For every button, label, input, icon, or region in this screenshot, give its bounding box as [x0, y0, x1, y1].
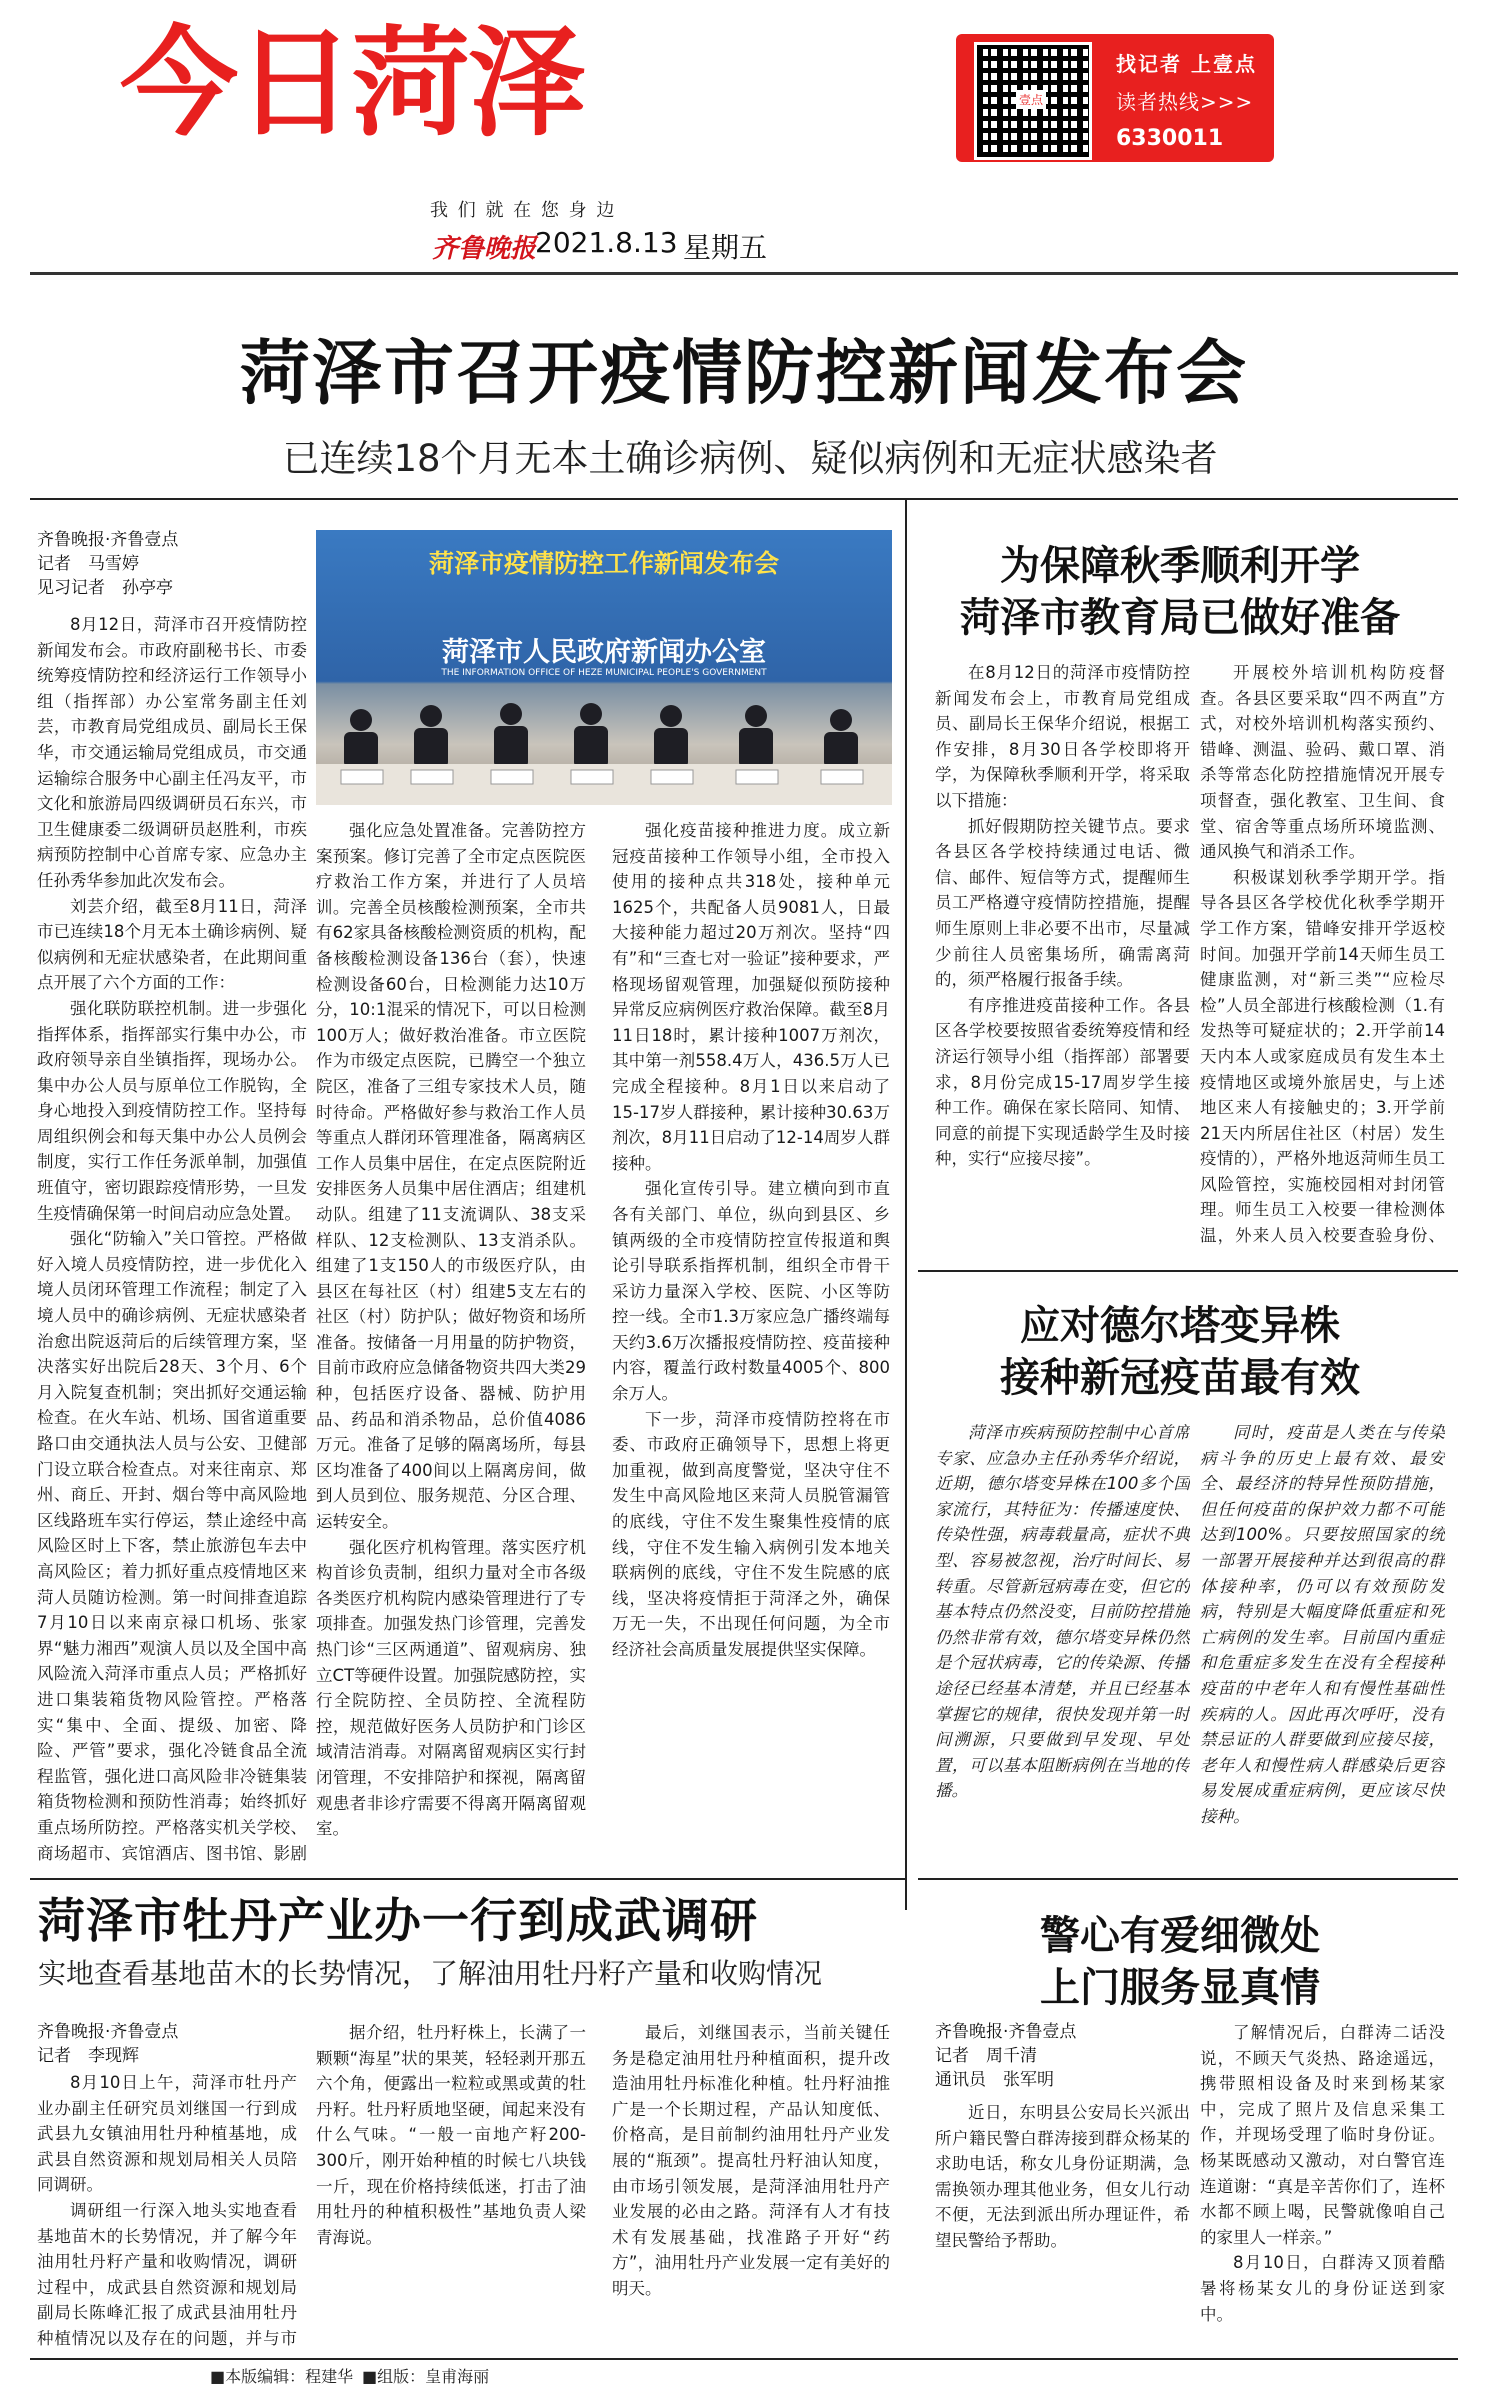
delta-divider: [918, 1878, 1458, 1880]
lead-para-4a: 强化“防输入”关口管控。严格做好入境人员疫情防控，进一步优化入境人员闭环管理工作流程；制定了入境人员中的确诊病例、无症状感染者治愈出院返菏后的后续管理方案，坚决落实好出院后28天、3个月、6个月入院复查机制；突出抓好交通运输检查。在火车站、机场、国省道重要路口由交通执法人员与公安、卫健部门设立联合检查点。对来往南京、郑州、商丘、开封、烟台等中高风险地区线路班车实行停运，禁止途经中高风险区时上下客，禁止旅游包车去中高风险区；着力抓好重点疫情地区来菏人员随访检测。第一时间排查追踪7月10日以来南京禄口机场、张家界“魅力湘西”观演人员以及全国中高风险流入菏泽市重点人员；严格抓好进口集装箱货物风险管控。严格落实“集中、全面、提级、加密、降险、严管”要求，强化冷链食品全流程监管，强化进口高风险非冷链集装箱货物检测和预防性消毒；始终抓好重点场所防控。严格落实机关学校、商场超市、宾馆酒店、图书馆、影剧: [37, 1229, 307, 1862]
peony-source: 齐鲁晚报·齐鲁壹点: [37, 2022, 179, 2042]
delta-headline-line2: 接种新冠疫苗最有效: [1000, 1355, 1360, 1401]
peony-column-1: [37, 2070, 297, 2350]
find-reporter: 找记者 上壹点: [1116, 52, 1257, 76]
police-byline: [935, 2020, 1190, 2092]
edu-column-2: [1200, 660, 1445, 1250]
peony-para-4: 最后，刘继国表示，当前关键任务是稳定油用牡丹种植面积，提升改造油用牡丹标准化种植。牡丹籽油推广是一个长期过程，产品认知度低、价格高，是目前制约油用牡丹产业发展的“瓶颈”。提高牡丹籽油认知度，由市场引领发展，是菏泽油用牡丹产业发展的必由之路。菏泽有人才有技术有发展基础，找准路子开好“药方”，油用牡丹产业发展一定有美好的明天。: [612, 2023, 890, 2298]
delta-column-2: [1200, 1420, 1445, 1860]
edu-para-4: 开展校外培训机构防疫督查。各县区要采取“四不两直”方式，对校外培训机构落实预约、错峰、测温、验码、戴口罩、消杀等常态化防控措施情况开展专项督查，强化教室、卫生间、食堂、宿舍等重点场所环境监测、通风换气和消杀工作。: [1200, 663, 1445, 862]
edu-headline-line2: 菏泽市教育局已做好准备: [960, 595, 1400, 641]
masthead-date: 2021.8.13: [535, 226, 678, 259]
footer-divider: [30, 2358, 1458, 2360]
delta-headline-line1: 应对德尔塔变异株: [1020, 1303, 1340, 1349]
peony-column-3: [612, 2020, 890, 2350]
police-headline-line2: 上门服务显真情: [1040, 1965, 1320, 2011]
peony-byline: [37, 2020, 297, 2068]
lead-column-1: [37, 612, 307, 1862]
vertical-divider: [905, 500, 907, 1910]
photo-office-cn: 菏泽市人民政府新闻办公室: [442, 637, 766, 668]
lead-subtitle: 已连续18个月无本土确诊病例、疑似病例和无症状感染者: [282, 437, 1218, 480]
police-column-2: [1200, 2020, 1445, 2350]
edu-headline-line1: 为保障秋季顺利开学: [1000, 543, 1360, 589]
masthead-divider: [30, 272, 1458, 275]
reader-hotline-box: [956, 34, 1274, 162]
photo-banner: 菏泽市疫情防控工作新闻发布会: [428, 549, 779, 578]
lead-para-1: 8月12日，菏泽市召开疫情防控新闻发布会。市政府副秘书长、市委统筹疫情防控和经济运行工作领导小组（指挥部）办公室常务副主任刘芸，市教育局党组成员、副局长王保华，市交通运输局党组成员，市交通运输综合服务中心副主任冯友平，市文化和旅游局四级调研员石东兴，市卫生健康委二级调研员赵胜利，市疾病预防控制中心首席专家、应急办主任孙秀华参加此次发布会。: [37, 615, 307, 890]
delta-headline: [920, 1300, 1440, 1404]
delta-para-1: 菏泽市疾病预防控制中心首席专家、应急办主任孙秀华介绍说，近期，德尔塔变异株在100多个国家流行，其特征为：传播速度快、传染性强，病毒载量高，症状不典型、容易被忽视，治疗时间长、易转重。尽管新冠病毒在变，但它的基本特点仍然没变，目前防控措施仍然非常有效，德尔塔变异株仍然是个冠状病毒，它的传染源、传播途径已经基本清楚，并且已经基本掌握它的规律，很快发现并第一时间溯源，只要做到早发现、早处置，可以基本阻断病例在当地的传播。: [935, 1423, 1190, 1801]
police-correspondent: 通讯员 张军明: [935, 2070, 1054, 2090]
edu-para-2: 抓好假期防控关键节点。要求各县区各学校持续通过电话、微信、邮件、短信等方式，提醒师生员工严格遵守疫情防控措施，提醒师生原则上非必要不出市，尽量减少前往人员密集场所，确需离菏的，须严格履行报备手续。: [935, 816, 1190, 990]
lead-para-9: 下一步，菏泽市疫情防控将在市委、市政府正确领导下，思想上将更加重视，做到高度警觉，坚决守住不发生中高风险地区来菏人员脱管漏管的底线，守住不发生聚集性疫情的底线，守住不发生输入病例引发本地关联病例的底线，守住不发生院感的底线，坚决将疫情拒于菏泽之外，确保万无一失，不出现任何问题，为全市经济社会高质量发展提供坚实保障。: [612, 1409, 890, 1659]
photo-office-en: THE INFORMATION OFFICE OF HEZE MUNICIPAL PEOPLE'S GOVERNMENT: [441, 668, 767, 678]
lead-para-8: 强化宣传引导。建立横向到市直各有关部门、单位，纵向到县区、乡镇两级的全市疫情防控宣传报道和舆论引导联系指挥机制，组织全市骨干采访力量深入学校、医院、小区等防控一线。全市1.3万家应急广播终端每天约3.6万次播报疫情防控、疫苗接种内容，覆盖行政村数量4005个、800余万人。: [612, 1179, 890, 1404]
peony-headline: 菏泽市牡丹产业办一行到成武调研: [38, 1894, 758, 1949]
edu-para-3: 有序推进疫苗接种工作。各县区各学校要按照省委统筹疫情和经济运行领导小组（指挥部）部署要求，8月份完成15-17周岁学生接种工作。确保在家长陪同、知情、同意的前提下实现适龄学生及时接种，实行“应接尽接”。: [935, 995, 1190, 1169]
police-para-2: 了解情况后，白群涛二话没说，不顾天气炎热、路途遥远，携带照相设备及时来到杨某家中，完成了照片及信息采集工作，并现场受理了临时身份证。杨某既感动又激动，对白警官连连道谢：“真是辛苦你们了，连杯水都不顾上喝，民警就像咱自己的家里人一样亲。”: [1200, 2023, 1445, 2247]
lead-para-7: 强化疫苗接种推进力度。成立新冠疫苗接种工作领导小组，全市投入使用的接种点共318处，接种单元1625个，共配备人员9081人，日最大接种能力超过20万剂次。坚持“四有”和“三查七对一验证”接种要求，严格现场留观管理，加强疑似预防接种异常反应病例医疗救治保障。截至8月11日18时，累计接种1007万剂次，其中第一剂558.4万人，436.5万人已完成全程接种。8月1日以来启动了15-17岁人群接种，累计接种30.63万剂次，8月11日启动了12-14周岁人群接种。: [612, 821, 890, 1173]
lead-para-6: 强化医疗机构管理。落实医疗机构首诊负责制，组织力量对全市各级各类医疗机构院内感染管理进行了专项排查。加强发热门诊管理，完善发热门诊“三区两通道”、留观病房、独立CT等硬件设置。加强院感防控，实行全院防控、全员防控、全流程防控，规范做好医务人员防护和门诊区域清洁消毒。对隔离留观病区实行封闭管理，不安排陪护和探视，隔离留观患者非诊疗需要不得离开隔离留观室。: [316, 1537, 586, 1839]
edu-column-1: [935, 660, 1190, 1250]
police-column-1: [935, 2100, 1190, 2350]
edu-para-1: 在8月12日的菏泽市疫情防控新闻发布会上，市教育局党组成员、副局长王保华介绍说，根据工作安排，8月30日各学校即将开学，为保障秋季顺利开学，将采取以下措施：: [935, 663, 1190, 810]
hotline-number: 6330011: [1116, 126, 1224, 151]
edu-headline: [920, 540, 1440, 644]
police-headline: [920, 1910, 1440, 2014]
speakers-illustration: [316, 680, 892, 805]
footer-editor: ■本版编辑：程建华: [210, 2367, 354, 2386]
masthead-logo: 今日菏泽: [120, 14, 585, 152]
edu-para-5: 积极谋划秋季学期开学。指导各县区各学校优化秋季学期开学工作方案，错峰安排开学返校时间。加强开学前14天师生员工健康监测，对“新三类”“应检尽检”人员全部进行核酸检测（1.有发热等可疑症状的；2.开学前14天内本人或家庭成员有发生本土疫情地区或境外旅居史，与上述地区来人有接触史的；3.开学前21天内所居住社区（村居）发生疫情的），严格外地返菏师生员工风险管控，实施校园相对封闭管理。师生员工入校要一律检测体温，外来人员入校要查验身份、: [1200, 867, 1445, 1246]
edu-divider: [918, 1270, 1458, 1272]
police-para-3: 8月10日，白群涛又顶着酷暑将杨某女儿的身份证送到家中。: [1200, 2253, 1445, 2324]
lead-divider: [30, 498, 1458, 500]
lead-headline: 菏泽市召开疫情防控新闻发布会: [240, 332, 1248, 414]
lead-byline: [37, 528, 307, 600]
peony-para-1: 8月10日上午，菏泽市牡丹产业办副主任研究员刘继国一行到成武县九女镇油用牡丹种植基地，成武县自然资源和规划局相关人员陪同调研。: [37, 2073, 297, 2195]
hotline-label: 读者热线>>>: [1116, 90, 1254, 114]
lead-para-5: 强化应急处置准备。完善防控方案预案。修订完善了全市定点医院医疗救治工作方案，并进行了人员培训。完善全员核酸检测预案，全市共有62家具备核酸检测资质的机构，配备核酸检测设备136台（套），快速检测设备60台，日检测能力达10万分，10:1混采的情况下，可以日检测100万人；做好救治准备。市立医院作为市级定点医院，已腾空一个独立院区，准备了三组专家技术人员，随时待命。严格做好参与救治工作人员等重点人群闭环管理准备，隔离病区工作人员集中居住，在定点医院附近安排医务人员集中居住酒店；组建机动队。组建了11支流调队、38支采样队、12支检测队、13支消杀队。组建了1支150人的市级医疗队，由县区在每社区（村）组建5支左右的社区（村）防护队；做好物资和场所准备。按储备一月用量的防护物资，目前市政府应急储备物资共四大类29种，包括医疗设备、器械、防护用品、药品和消杀物品，总价值4086万元。准备了足够的隔离场所，每县区均准备了400间以上隔离房间，做到人员到位、服务规范、分区合理、运转安全。: [316, 821, 586, 1532]
delta-column-1: [935, 1420, 1190, 1860]
qr-badge: 壹点: [1016, 90, 1046, 109]
police-para-1: 近日，东明县公安局长兴派出所户籍民警白群涛接到群众杨某的求助电话，称女儿身份证期满，急需换领办理其他业务，但女儿行动不便，无法到派出所办理证件，希望民警给予帮助。: [935, 2103, 1190, 2250]
peony-reporter: 记者 李现辉: [37, 2046, 139, 2066]
lead-bottom-divider: [30, 1878, 905, 1880]
lead-source: 齐鲁晚报·齐鲁壹点: [37, 530, 179, 550]
peony-column-2: [316, 2020, 586, 2350]
police-source: 齐鲁晚报·齐鲁壹点: [935, 2022, 1077, 2042]
lead-column-2: [316, 818, 586, 1862]
peony-para-2: 调研组一行深入地头实地查看基地苗木的长势情况，并了解今年油用牡丹籽产量和收购情况，调研过程中，成武县自然资源和规划局副局长陈峰汇报了成武县油用牡丹种植情况以及存在的问题，并与市: [37, 2200, 297, 2348]
police-reporter: 记者 周千清: [935, 2046, 1037, 2066]
press-conference-photo: [316, 530, 892, 805]
lead-reporter: 记者 马雪婷: [37, 554, 139, 574]
lead-column-3: [612, 818, 890, 1862]
masthead-weekday: 星期五: [683, 231, 768, 264]
lead-para-2: 刘芸介绍，截至8月11日，菏泽市已连续18个月无本土确诊病例、疑似病例和无症状感染者，在此期间重点开展了六个方面的工作：: [37, 896, 307, 993]
lead-intern: 见习记者 孙亭亭: [37, 578, 173, 598]
peony-subtitle: 实地查看基地苗木的长势情况，了解油用牡丹籽产量和收购情况: [38, 1957, 823, 1990]
masthead-slogan: 我 们 就 在 您 身 边: [430, 200, 617, 221]
masthead-brand: 齐鲁晚报: [432, 234, 537, 264]
delta-para-2: 同时，疫苗是人类在与传染病斗争的历史上最有效、最安全、最经济的特异性预防措施，但任何疫苗的保护效力都不可能达到100%。只要按照国家的统一部署开展接种并达到很高的群体接种率，仍可以有效预防发病，特别是大幅度降低重症和死亡病例的发生率。目前国内重症和危重症多发生在没有全程接种疫苗的中老年人和有慢性基础性疾病的人。因此再次呼吁，没有禁忌证的人群要做到应接尽接，老年人和慢性病人群感染后更容易发展成重症病例，更应该尽快接种。: [1200, 1423, 1445, 1826]
footer-layout: ■组版：皇甫海丽: [362, 2367, 490, 2386]
lead-para-3: 强化联防联控机制。进一步强化指挥体系，指挥部实行集中办公，市政府领导亲自坐镇指挥，现场办公。集中办公人员与原单位工作脱钩，全身心地投入到疫情防控工作。坚持每周组织例会和每天集中办公人员例会制度，实行工作任务派单制，加强值班值守，密切跟踪疫情形势，一旦发生疫情确保第一时间启动应急处置。: [37, 998, 307, 1223]
police-headline-line1: 警心有爱细微处: [1040, 1913, 1320, 1959]
peony-para-3: 据介绍，牡丹籽株上，长满了一颗颗“海星”状的果荚，轻轻剥开那五六个角，便露出一粒粒或黑或黄的牡丹籽。牡丹籽质地坚硬，闻起来没有什么气味。“一般一亩地产籽200-300斤，刚开始种植的时候七八块钱一斤，现在价格持续低迷，打击了油用牡丹的种植积极性”基地负责人梁青海说。: [316, 2023, 586, 2247]
